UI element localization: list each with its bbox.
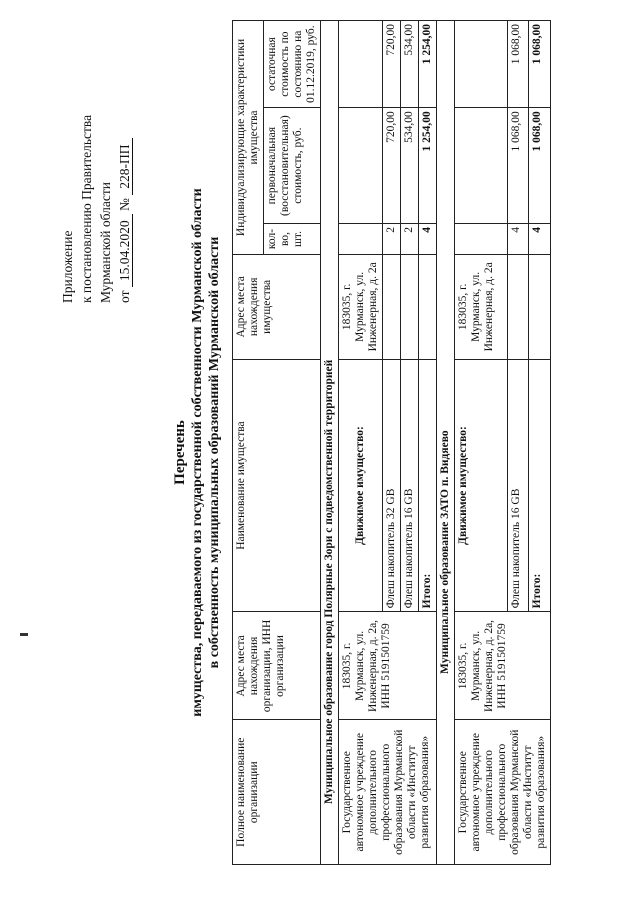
item-qty-cell: 4 [507, 224, 529, 255]
page-edge-mark [20, 633, 28, 636]
qty-cell [339, 224, 383, 255]
header-row-1 [233, 21, 264, 865]
total-label-cell: Итого: [419, 359, 437, 612]
total-label-cell: Итого: [529, 359, 551, 612]
table-row [455, 21, 508, 865]
item-residual-cost-cell: 1 068,00 [507, 21, 529, 108]
property-group-cell: Движимое имущество: [455, 359, 508, 612]
initial-cost-cell [455, 108, 508, 224]
decree-number: 228-ПП [117, 139, 133, 195]
item-initial-cost-cell: 534,00 [401, 108, 419, 224]
initial-cost-cell [339, 108, 383, 224]
total-address-cell [419, 254, 437, 359]
item-address-cell [401, 254, 419, 359]
total-residual-cost-cell: 1 068,00 [529, 21, 551, 108]
property-address-cell: 183035, г. Мурманск, ул. Инженерная, д. 2а [455, 254, 508, 359]
property-group-cell: Движимое имущество: [339, 359, 383, 612]
table-row [339, 21, 383, 865]
header-characteristics: Индивидуализирующие характеристики имущества [233, 21, 264, 255]
total-qty-cell: 4 [529, 224, 551, 255]
from-label: от [117, 290, 132, 303]
title-main: Перечень [172, 420, 188, 485]
org-address-cell: 183035, г. Мурманск, ул. Инженерная, д. 2а, ИНН 5191501759 [339, 612, 437, 720]
org-name-cell: Государственное автономное учреждение дополнительного профессионального образования Мурманской области «Институт развития образования» [339, 720, 437, 865]
item-name-cell: Флеш накопитель 32 GB [383, 359, 401, 612]
municipality-row [437, 21, 455, 865]
header-property-address: Адрес места нахождения имущества [233, 254, 321, 359]
org-name-cell: Государственное автономное учреждение дополнительного профессионального образования Мурманской области «Институт развития образования» [455, 720, 551, 865]
item-residual-cost-cell: 534,00 [401, 21, 419, 108]
title-line-3: в собственность муниципальных образований Мурманской области [207, 236, 222, 669]
item-qty-cell: 2 [383, 224, 401, 255]
appendix-line-2: к постановлению Правительства [79, 114, 94, 303]
appendix-line-1: Приложение [60, 230, 75, 303]
appendix-block [58, 63, 134, 303]
municipality-name: Муниципальное образование город Полярные Зори с подведомственной территорией [321, 21, 339, 865]
document-title [172, 60, 223, 845]
total-residual-cost-cell: 1 254,00 [419, 21, 437, 108]
total-initial-cost-cell: 1 068,00 [529, 108, 551, 224]
item-residual-cost-cell: 720,00 [383, 21, 401, 108]
item-qty-cell: 2 [401, 224, 419, 255]
appendix-date-line [115, 63, 134, 303]
property-address-cell: 183035, г. Мурманск, ул. Инженерная, д. 2а [339, 254, 383, 359]
item-name-cell: Флеш накопитель 16 GB [401, 359, 419, 612]
total-address-cell [529, 254, 551, 359]
header-property-name: Наименование имущества [233, 359, 321, 612]
residual-cost-cell [339, 21, 383, 108]
property-table [232, 20, 551, 865]
appendix-line-3: Мурманской области [98, 182, 113, 303]
total-initial-cost-cell: 1 254,00 [419, 108, 437, 224]
title-line-2: имущества, передаваемого из государственной собственности Мурманской области [190, 188, 205, 717]
item-address-cell [383, 254, 401, 359]
item-initial-cost-cell: 720,00 [383, 108, 401, 224]
residual-cost-cell [455, 21, 508, 108]
org-address-cell: 183035, г. Мурманск, ул. Инженерная, д. 2а, ИНН 5191501759 [455, 612, 551, 720]
header-residual-cost: остаточная стоимость по состоянию на 01.12.2019, руб. [264, 21, 321, 108]
qty-cell [455, 224, 508, 255]
municipality-name: Муниципальное образование ЗАТО п. Видяево [437, 21, 455, 865]
total-qty-cell: 4 [419, 224, 437, 255]
header-initial-cost: первоначальная (восстановительная) стоимость, руб. [264, 108, 321, 224]
header-org-address: Адрес места нахождения организации, ИНН организации [233, 612, 321, 720]
decree-date: 15.04.2020 [117, 214, 133, 287]
header-qty: кол-во, шт. [264, 224, 321, 255]
item-initial-cost-cell: 1 068,00 [507, 108, 529, 224]
item-address-cell [507, 254, 529, 359]
item-name-cell: Флеш накопитель 16 GB [507, 359, 529, 612]
municipality-row [321, 21, 339, 865]
number-label: № [117, 198, 132, 212]
header-org-name: Полное наименование организации [233, 720, 321, 865]
